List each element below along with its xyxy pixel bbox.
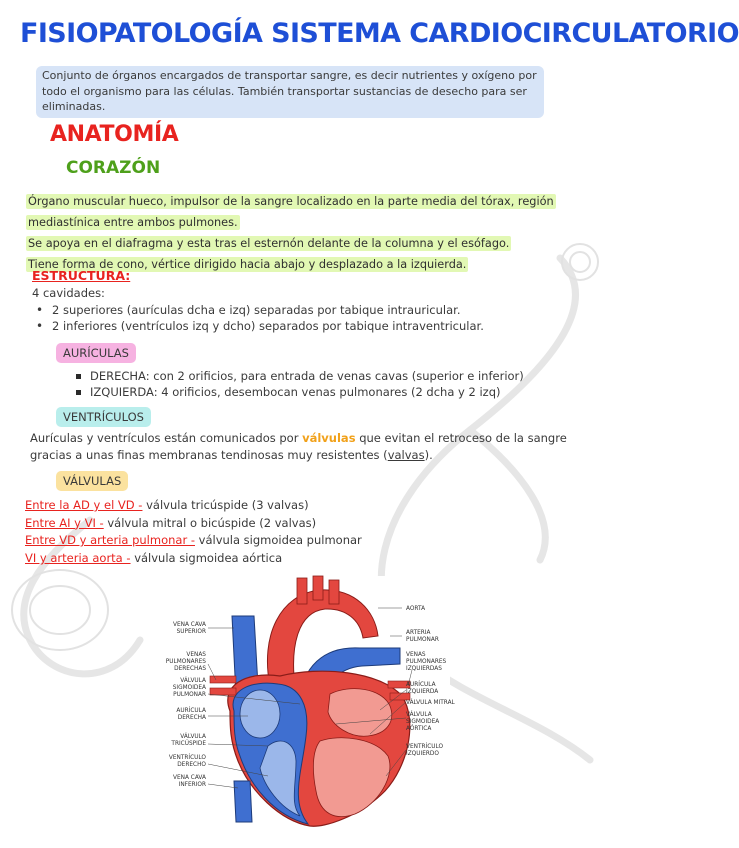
cavidades-list xyxy=(32,302,484,334)
label-ventriculo-derecho: VENTRÍCULO xyxy=(168,755,206,761)
label-venas-pulmonares-izquierdas: IZQUIERDAS xyxy=(406,666,442,672)
aorta-branch xyxy=(313,576,323,600)
valve-item xyxy=(25,532,362,550)
valve-item xyxy=(25,515,362,533)
label-auricula-derecha: AURÍCULA xyxy=(176,708,206,714)
keyword-valvulas: válvulas xyxy=(302,431,356,445)
label-vena-cava-superior: VENA CAVA xyxy=(173,622,206,628)
text-segment: ). xyxy=(424,448,433,462)
organ-line: Órgano muscular hueco, impulsor de la sangre localizado en la parte media del tórax, región mediastínica entre ambos pulmones. xyxy=(28,195,554,229)
valve-location: VI y arteria aorta - xyxy=(25,551,131,566)
aorta-branch xyxy=(329,580,339,604)
label-valvula-mitral: VÁLVULA MITRAL xyxy=(406,700,455,706)
valvulas-badge: VÁLVULAS xyxy=(56,471,128,491)
label-valvula-sigmoidea-aortica: AÓRTICA xyxy=(406,726,432,732)
estructura-heading: ESTRUCTURA: xyxy=(32,268,131,283)
keyword-valvas: valvas xyxy=(387,448,425,462)
label-venas-pulmonares-derechas: DERECHAS xyxy=(174,666,206,672)
valve-location: Entre AI y VI - xyxy=(25,515,104,530)
label-venas-pulmonares-izquierdas: VENAS xyxy=(406,652,426,658)
label-aorta: AORTA xyxy=(406,606,426,612)
label-arteria-pulmonar: PULMONAR xyxy=(406,637,439,643)
label-arteria-pulmonar: ARTERIA xyxy=(406,630,431,636)
label-valvula-sigmoidea-pulmonar: SIGMOIDEA xyxy=(172,685,206,691)
list-item: • 2 inferiores (ventrículos izq y dcho) separados por tabique intraventricular. xyxy=(32,318,484,334)
valvulas-list xyxy=(25,497,362,568)
organ-line: Se apoya en el diafragma y esta tras el esternón delante de la columna y el esófago. xyxy=(28,237,510,250)
label-vena-cava-inferior: INFERIOR xyxy=(178,782,206,788)
ventriculos-badge: VENTRÍCULOS xyxy=(56,407,151,427)
valve-location: Entre la AD y el VD - xyxy=(25,498,143,512)
right-pulmonary-vein xyxy=(210,688,236,695)
heart-diagram xyxy=(150,576,455,834)
list-item: • 2 superiores (aurículas dcha e izq) separadas por tabique intrauricular. xyxy=(32,302,484,318)
valve-name: válvula sigmoidea pulmonar xyxy=(194,533,362,548)
vena-cava-inferior-shape xyxy=(234,781,252,822)
aorta-branch xyxy=(297,578,307,604)
auriculas-badge: AURÍCULAS xyxy=(56,343,136,363)
list-item: DERECHA: con 2 orificios, para entrada de venas cavas (superior e inferior) xyxy=(70,368,524,384)
label-ventriculo-izquierdo: VENTRÍCULO xyxy=(406,744,444,750)
text-segment: que evitan el retroceso de la sangre gracias a unas finas membranas tendinosas muy resistentes ( xyxy=(30,431,567,462)
label-valvula-sigmoidea-aortica: VÁLVULA xyxy=(406,712,432,718)
valve-item xyxy=(25,497,362,515)
label-vena-cava-inferior: VENA CAVA xyxy=(173,775,206,781)
cavidades-label: 4 cavidades: xyxy=(32,286,105,300)
valve-name: válvula sigmoidea aórtica xyxy=(130,551,283,566)
label-valvula-tricuspide: TRICÚSPIDE xyxy=(171,741,206,747)
text-segment: Aurículas y ventrículos están comunicados por xyxy=(30,431,303,445)
right-pulmonary-vein xyxy=(210,676,236,683)
label-valvula-sigmoidea-pulmonar: PULMONAR xyxy=(173,692,206,698)
label-ventriculo-derecho: DERECHO xyxy=(177,762,206,768)
valvulas-explanation xyxy=(30,430,575,464)
subsection-heading-corazon: CORAZÓN xyxy=(66,158,161,178)
section-heading-anatomia: ANATOMÍA xyxy=(50,122,179,147)
organ-line: Tiene forma de cono, vértice dirigido hacia abajo y desplazado a la izquierda. xyxy=(28,258,467,271)
page-title: FISIOPATOLOGÍA SISTEMA CARDIOCIRCULATORIO xyxy=(20,18,739,49)
label-vena-cava-superior: SUPERIOR xyxy=(176,629,206,635)
auriculas-list xyxy=(70,368,524,400)
valve-name: válvula mitral o bicúspide (2 valvas) xyxy=(103,515,317,530)
label-auricula-izquierda: AURÍCULA xyxy=(406,682,436,688)
list-item: IZQUIERDA: 4 orificios, desembocan venas pulmonares (2 dcha y 2 izq) xyxy=(70,384,524,400)
intro-text: Conjunto de órganos encargados de transportar sangre, es decir nutrientes y oxígeno por todo el organismo para las células. También transportar sustancias de desecho para ser eliminadas. xyxy=(36,66,544,118)
label-valvula-sigmoidea-pulmonar: VÁLVULA xyxy=(180,678,206,684)
valve-name: válvula tricúspide (3 valvas) xyxy=(142,498,309,512)
label-auricula-izquierda: IZQUIERDA xyxy=(406,689,439,695)
right-atrium-cavity xyxy=(240,690,280,738)
organ-description xyxy=(26,190,582,274)
label-ventriculo-izquierdo: IZQUIERDO xyxy=(406,751,439,757)
label-venas-pulmonares-izquierdas: PULMONARES xyxy=(406,659,447,665)
label-valvula-tricuspide: VÁLVULA xyxy=(180,734,206,740)
valve-item xyxy=(25,550,362,568)
label-venas-pulmonares-derechas: PULMONARES xyxy=(165,659,206,665)
valve-location: Entre VD y arteria pulmonar - xyxy=(25,533,195,548)
label-auricula-derecha: DERECHA xyxy=(177,715,206,721)
label-venas-pulmonares-derechas: VENAS xyxy=(186,652,206,658)
label-valvula-sigmoidea-aortica: SIGMOIDEA xyxy=(406,719,440,725)
